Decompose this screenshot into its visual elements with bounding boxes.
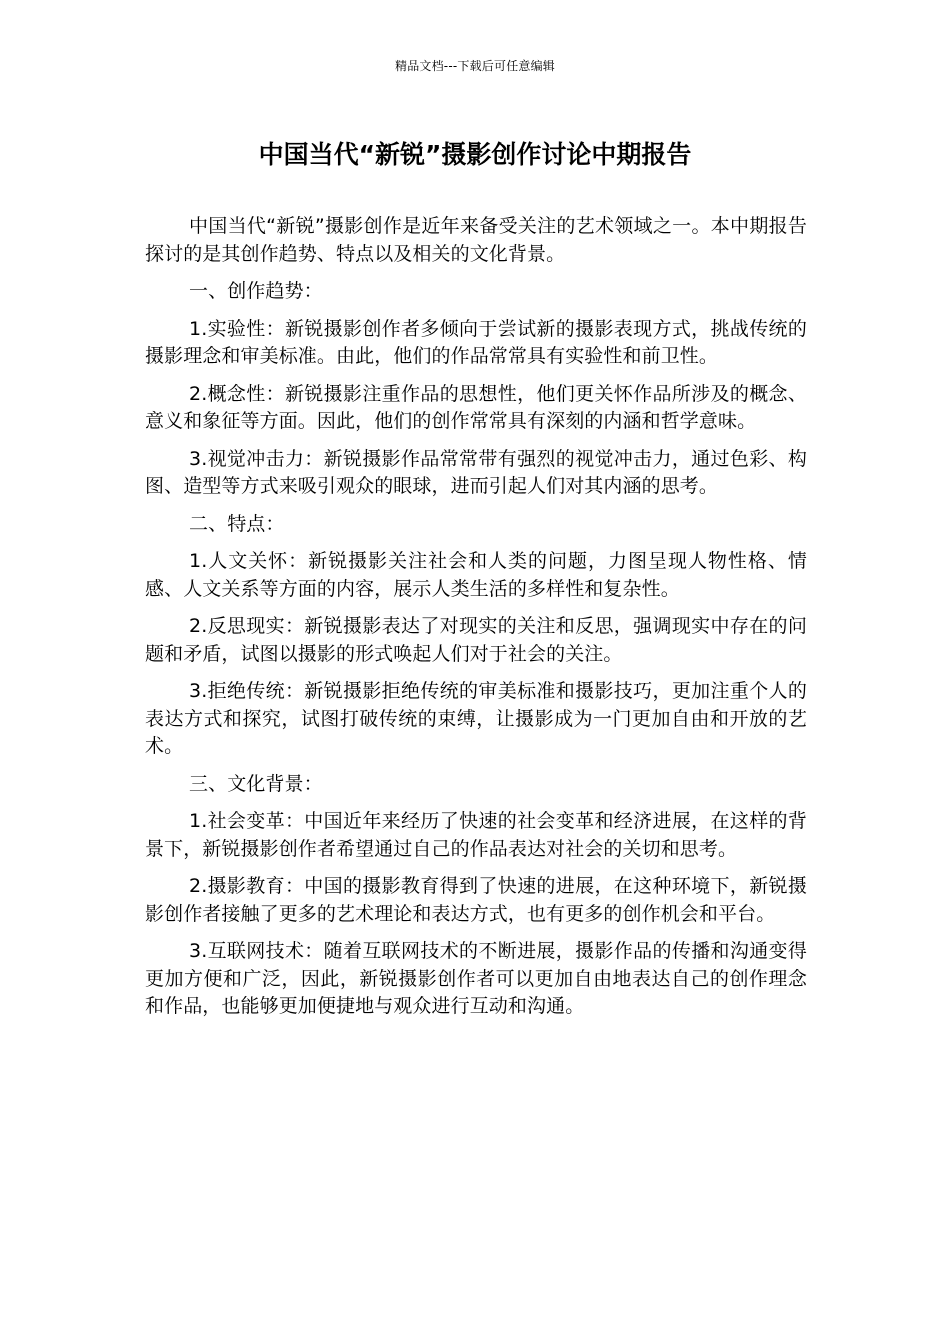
section-heading-trends: 一、创作趋势： (189, 280, 323, 302)
section-heading-cultural-background: 三、文化背景： (189, 772, 323, 795)
paragraph-reject-tradition: 3.拒绝传统：新锐摄影拒绝传统的审美标准和摄影技巧，更加注重个人的表达方式和探究，试图打破传统的束缚，让摄影成为一门更加自由和开放的艺术。 (145, 680, 807, 757)
header-note: 精品文档---下载后可任意编辑 (395, 59, 555, 73)
paragraph-visual-impact: 3.视觉冲击力：新锐摄影作品常常带有强烈的视觉冲击力，通过色彩、构图、造型等方式来吸引观众的眼球，进而引起人们对其内涵的思考。 (145, 447, 807, 497)
paragraph-social-change: 1.社会变革：中国近年来经历了快速的社会变革和经济进展，在这样的背景下，新锐摄影创作者希望通过自己的作品表达对社会的关切和思考。 (145, 810, 807, 860)
document-body (145, 213, 807, 1031)
paragraph-humanistic-care: 1.人文关怀：新锐摄影关注社会和人类的问题，力图呈现人物性格、情感、人文关系等方面的内容，展示人类生活的多样性和复杂性。 (145, 550, 807, 600)
paragraph-photography-education: 2.摄影教育：中国的摄影教育得到了快速的进展，在这种环境下，新锐摄影创作者接触了更多的艺术理论和表达方式，也有更多的创作机会和平台。 (145, 875, 807, 925)
paragraph-internet-technology: 3.互联网技术：随着互联网技术的不断进展，摄影作品的传播和沟通变得更加方便和广泛，因此，新锐摄影创作者可以更加自由地表达自己的创作理念和作品，也能够更加便捷地与观众进行互动和沟通。 (145, 940, 807, 1017)
paragraph-reflect-reality: 2.反思现实：新锐摄影表达了对现实的关注和反思，强调现实中存在的问题和矛盾，试图以摄影的形式唤起人们对于社会的关注。 (145, 615, 807, 665)
paragraph-experimental: 1.实验性：新锐摄影创作者多倾向于尝试新的摄影表现方式，挑战传统的摄影理念和审美标准。由此，他们的作品常常具有实验性和前卫性。 (145, 317, 807, 367)
document-title: 中国当代“新锐”摄影创作讨论中期报告 (258, 140, 692, 169)
section-heading-features: 二、特点： (189, 512, 285, 535)
paragraph-conceptual: 2.概念性：新锐摄影注重作品的思想性，他们更关怀作品所涉及的概念、意义和象征等方面。因此，他们的创作常常具有深刻的内涵和哲学意味。 (145, 382, 807, 432)
intro-paragraph: 中国当代“新锐”摄影创作是近年来备受关注的艺术领域之一。本中期报告探讨的是其创作趋势、特点以及相关的文化背景。 (145, 215, 807, 265)
